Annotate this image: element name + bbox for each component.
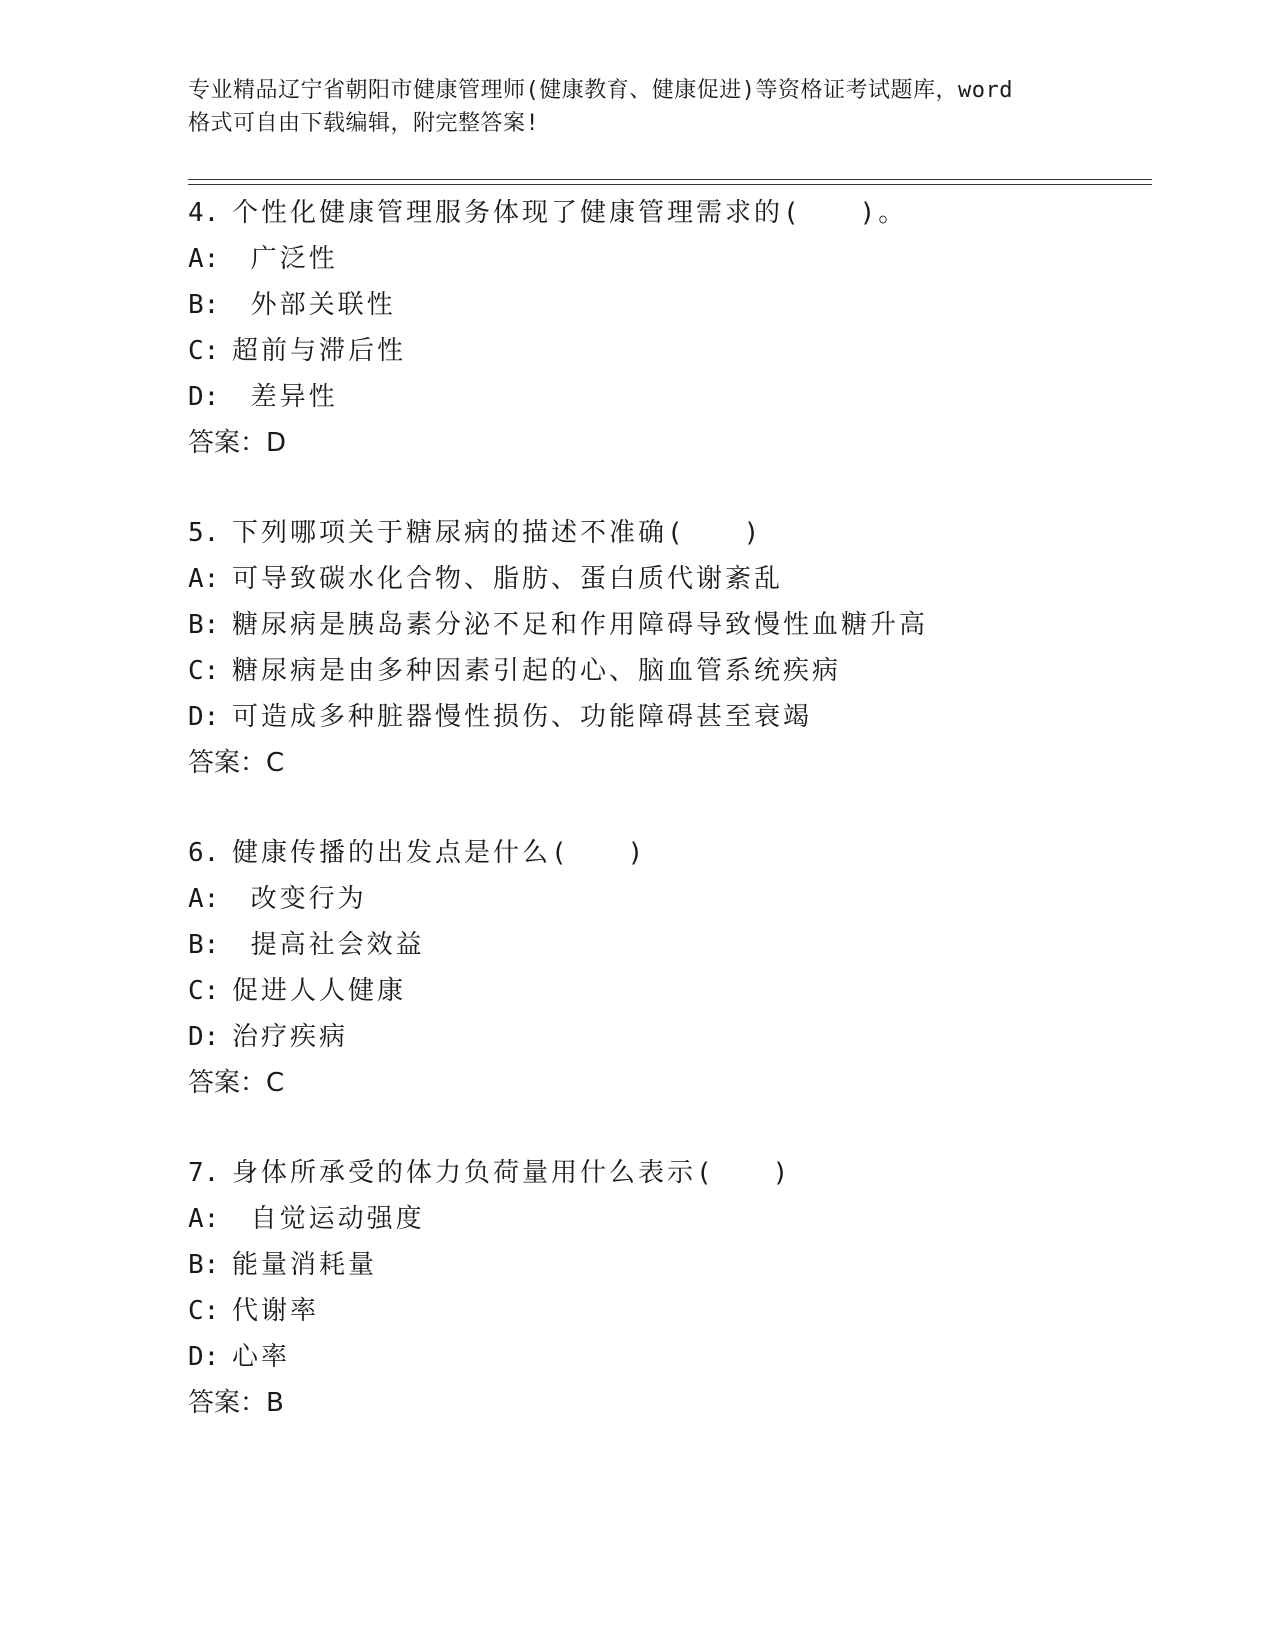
- option-b: [188, 1242, 1188, 1288]
- answer: 答案：C: [188, 748, 285, 778]
- question-number: 4.: [188, 198, 220, 228]
- question-number: 7.: [188, 1158, 220, 1188]
- question-stem: [188, 510, 1188, 556]
- option-a: [188, 236, 1188, 282]
- option-text: 治疗疾病: [232, 1022, 349, 1052]
- option-key: C:: [188, 336, 220, 366]
- option-a: [188, 1196, 1188, 1242]
- option-text: 促进人人健康: [232, 976, 407, 1006]
- question-number: 6.: [188, 838, 220, 868]
- option-text: 外部关联性: [232, 290, 396, 320]
- option-c: [188, 328, 1188, 374]
- option-key: D:: [188, 702, 220, 732]
- option-text: 可造成多种脏器慢性损伤、功能障碍甚至衰竭: [232, 702, 813, 732]
- question-stem: [188, 830, 1188, 876]
- option-b: [188, 282, 1188, 328]
- header-divider-bottom: [188, 184, 1152, 185]
- option-d: [188, 1334, 1188, 1380]
- answer: 答案：B: [188, 1388, 284, 1418]
- answer: 答案：C: [188, 1068, 285, 1098]
- option-a: [188, 556, 1188, 602]
- option-text: 改变行为: [232, 884, 367, 914]
- question-text: 身体所承受的体力负荷量用什么表示( ): [232, 1158, 792, 1188]
- option-key: B:: [188, 610, 220, 640]
- option-text: 差异性: [232, 382, 338, 412]
- option-text: 代谢率: [232, 1296, 320, 1326]
- option-text: 提高社会效益: [232, 930, 425, 960]
- header-divider-top: [188, 179, 1152, 180]
- option-d: [188, 1014, 1188, 1060]
- option-key: C:: [188, 1296, 220, 1326]
- option-d: [188, 374, 1188, 420]
- option-text: 糖尿病是胰岛素分泌不足和作用障碍导致慢性血糖升高: [232, 610, 929, 640]
- question-text: 下列哪项关于糖尿病的描述不准确( ): [232, 518, 763, 548]
- question-6: [188, 830, 1188, 1106]
- option-d: [188, 694, 1188, 740]
- option-text: 可导致碳水化合物、脂肪、蛋白质代谢紊乱: [232, 564, 784, 594]
- option-key: C:: [188, 656, 220, 686]
- option-key: B:: [188, 1250, 220, 1280]
- option-text: 自觉运动强度: [232, 1204, 425, 1234]
- option-c: [188, 648, 1188, 694]
- option-b: [188, 602, 1188, 648]
- option-key: B:: [188, 290, 220, 320]
- question-stem: [188, 1150, 1188, 1196]
- question-stem: [188, 190, 1188, 236]
- option-key: D:: [188, 1342, 220, 1372]
- option-key: A:: [188, 244, 220, 274]
- question-number: 5.: [188, 518, 220, 548]
- option-key: C:: [188, 976, 220, 1006]
- option-key: A:: [188, 1204, 220, 1234]
- option-text: 广泛性: [232, 244, 338, 274]
- option-c: [188, 968, 1188, 1014]
- header-line-1: 专业精品辽宁省朝阳市健康管理师(健康教育、健康促进)等资格证考试题库，word: [188, 78, 1013, 103]
- answer: 答案：D: [188, 428, 287, 458]
- option-text: 超前与滞后性: [232, 336, 407, 366]
- option-a: [188, 876, 1188, 922]
- option-key: B:: [188, 930, 220, 960]
- question-text: 个性化健康管理服务体现了健康管理需求的( )。: [232, 198, 908, 228]
- option-b: [188, 922, 1188, 968]
- header-line-2: 格式可自由下载编辑，附完整答案!: [188, 111, 540, 136]
- question-4: [188, 190, 1188, 466]
- option-key: D:: [188, 1022, 220, 1052]
- question-7: [188, 1150, 1188, 1426]
- option-key: A:: [188, 884, 220, 914]
- option-text: 糖尿病是由多种因素引起的心、脑血管系统疾病: [232, 656, 842, 686]
- document-header: [188, 74, 1088, 140]
- question-text: 健康传播的出发点是什么( ): [232, 838, 647, 868]
- option-text: 能量消耗量: [232, 1250, 378, 1280]
- option-c: [188, 1288, 1188, 1334]
- question-5: [188, 510, 1188, 786]
- option-text: 心率: [232, 1342, 291, 1372]
- option-key: D:: [188, 382, 220, 412]
- option-key: A:: [188, 564, 220, 594]
